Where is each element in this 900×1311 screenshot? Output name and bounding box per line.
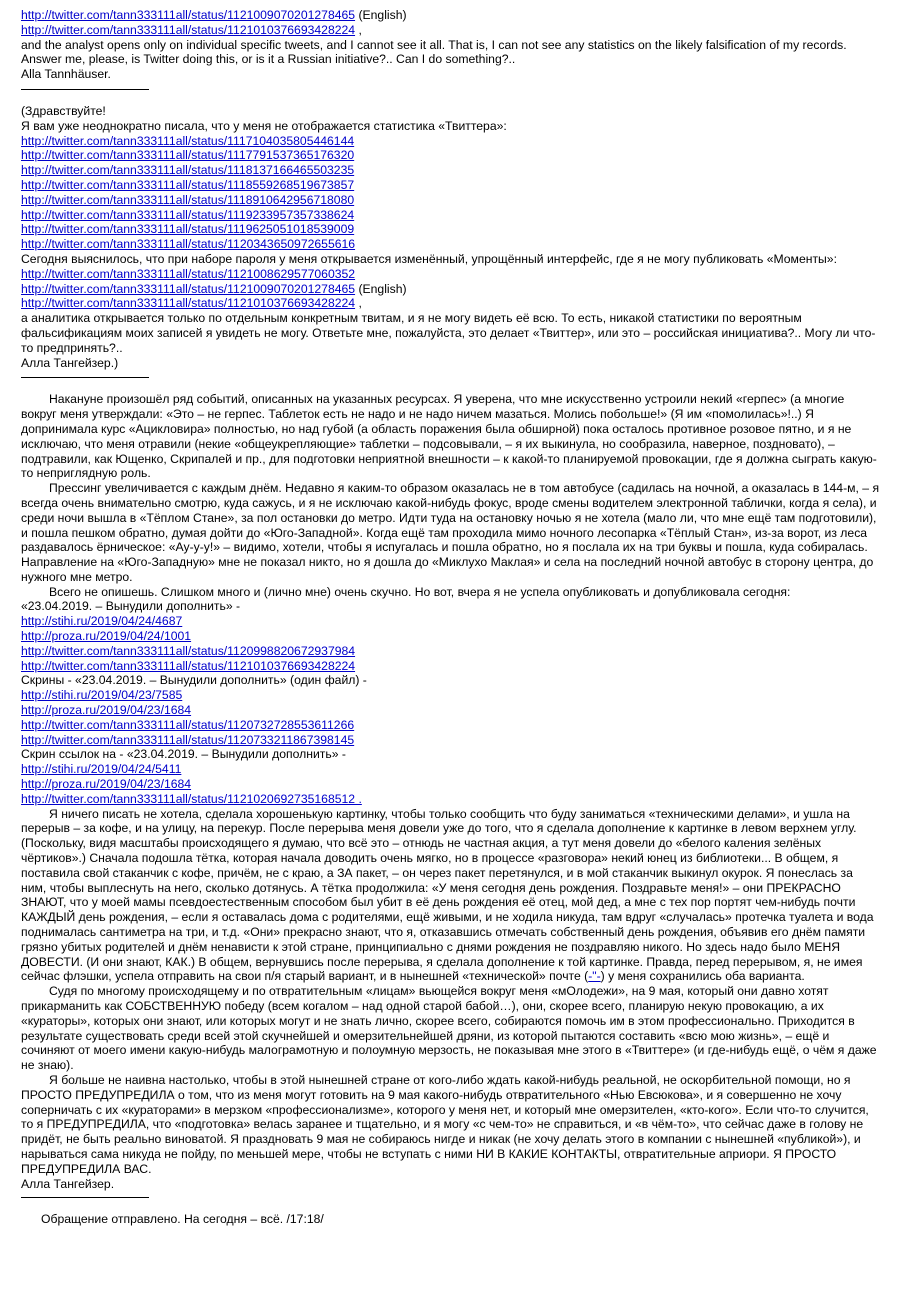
footnote-separator [21, 1197, 149, 1198]
paragraph-text: ) у меня сохранились оба варианта. [600, 969, 805, 984]
twitter-link[interactable]: http://twitter.com/tann333111all/status/1119625051018539009 [21, 222, 355, 237]
twitter-link[interactable]: http://twitter.com/tann333111all/status/1121010376693428224 [21, 22, 356, 37]
proza-link[interactable]: http://proza.ru/2019/04/23/1684 [21, 703, 192, 718]
main-letter [21, 392, 881, 1191]
main-signature: Алла Тангейзер. [21, 1176, 115, 1191]
publication-title: Скрины - «23.04.2019. – Вынудили дополнить» (один файл) - [21, 673, 367, 688]
twitter-link[interactable]: http://twitter.com/tann333111all/status/1117791537365176320 [21, 148, 355, 163]
paragraph: Прессинг увеличивается с каждым днём. Недавно я каким-то образом оказалась не в том автобусе (садилась на ночной, а оказалась в 144-м, – я всегда очень внимательно смотрю, куда сажусь, и я не исключаю какой-нибудь фокус, вроде смены водителем электронной таблички, когда я села), и среди ночи вышла в «Тёплом Стане», за пол остановки до метро. Идти туда на остановку ночью я не хотела (мало ли, что мне ещё там подготовили), и пошла пешком обратно, думая дойти до «Юго-Западной». Когда ещё там проходила мимо ночного лесопарка «Тёплый Стан», из-за ворот, из леса раздавалось ёрническое: «Ау-у-у!» – видимо, хотели, чтобы я испугалась и пошла обратно, но я послала их на три буквы и пошла, куда собиралась. Направление на «Юго-Западную» мне не показал никто, но я дошла до «Миклухо Маклая» и села на последний ночной автобус в сторону центра, до нужного мне метро. [21, 481, 880, 584]
paragraph: Я больше не наивна настолько, чтобы в этой нынешней стране от кого-либо ждать какой-нибудь реальной, не оскорбительной помощи, но я ПРОСТО ПРЕДУПРЕДИЛА о том, что из меня могут готовить на 9 мая какого-нибудь отвратительного «Нью Евсюкова», и я совершенно не хочу соперничать с их «кураторами» в мерзком «профессионализме», которого у меня нет, и который мне омерзителен, «кто-кого». Если что-то случится, то я ПРЕДУПРЕДИЛА, что «подготовка» велась заранее и тщательно, и я могу «с чем-то» не справиться, и «в чём-то», что сейчас даже в голову не придёт, не быть реально виноватой. Я праздновать 9 мая не собираюсь нигде и никак (не хочу делать этого в компании с нынешней «публикой»), и нарываться сама никуда не пойду, по меньшей мере, чтобы не вступать с ними НИ В КАКИЕ КОНТАКТЫ, отвратительные априори. Я ПРОСТО ПРЕДУПРЕДИЛА ВАС. [21, 1072, 869, 1176]
link-note: , [355, 296, 362, 311]
link-note: (English) [355, 281, 407, 296]
paragraph: Накануне произошёл ряд событий, описанных на указанных ресурсах. Я уверена, что мне искусственно устроили некий «герпес» (а многие вокруг меня утверждали: «Это – не герпес. Таблеток есть не надо и не надо ничем мазаться. Молись побольше!» (Я им «помолилась»!..) Я допринимала курс «Ацикловира» полностью, но над губой (а область поражения была обширной) пока осталось противное розовое пятно, и я не исключаю, что меня отравили (некие «общеукрепляющие» таблетки – подсовывали, – я их выкинула, но сообразила, наверное, поздновато), – подтравили, как Ющенко, Скрипалей и пр., для подготовки неприятной внешности – к какой-то планируемой провокации, где я должна сыграть какую-то неприглядную роль. [21, 392, 877, 481]
twitter-link[interactable]: http://twitter.com/tann333111all/status/1117104035805446144 [21, 133, 355, 148]
twitter-link[interactable]: http://twitter.com/tann333111all/status/1120732728553611266 [21, 717, 355, 732]
twitter-link[interactable]: http://twitter.com/tann333111all/status/1121010376693428224 [21, 658, 356, 673]
link-note: (English) [355, 8, 407, 22]
twitter-link[interactable]: http://twitter.com/tann333111all/status/1121010376693428224 [21, 296, 356, 311]
separator-line [21, 89, 149, 90]
proza-link[interactable]: http://proza.ru/2019/04/23/1684 [21, 777, 192, 792]
separator-line [21, 377, 149, 378]
stihi-link[interactable]: http://stihi.ru/2019/04/23/7585 [21, 688, 183, 703]
russian-found-paragraph: Сегодня выяснилось, что при наборе пароля у меня открывается изменённый, упрощённый интерфейс, где я не могу публиковать «Моменты»: [21, 251, 837, 266]
publication-title: «23.04.2019. – Вынудили дополнить» - [21, 599, 241, 614]
stihi-link[interactable]: http://stihi.ru/2019/04/24/4687 [21, 614, 183, 629]
twitter-link[interactable]: http://twitter.com/tann333111all/status/1120343650972655616 [21, 237, 356, 252]
paragraph: Судя по многому происходящему и по отвратительным «лицам» вьющейся вокруг меня «мОлодежи», на 9 мая, который они давно хотят прикарманить как СОБСТВЕННУЮ победу (всем когалом – над одной старой бабой…), они, скорее всего, планирую некую провокацию, а их «кураторы», которых они знают, или которых могут и не знать лично, скорее всего, собираются помочь им в этом профессионально. Приходится в результате существовать среди всей этой скучнейшей и омерзительнейшей дряни, из которой пытаются составить «всю мою жизнь», – ещё и сочиняют от моего имени какую-нибудь малограмотную и полоумную мерзость, не показывая мне этого в «Твиттере» (и где-нибудь ещё, о чём я даже не знаю). [21, 984, 877, 1073]
english-section [21, 8, 881, 82]
russian-section [21, 104, 881, 370]
english-signature: Alla Tannhäuser. [21, 67, 111, 82]
twitter-link[interactable]: http://twitter.com/tann333111all/status/1121009070201278465 [21, 281, 356, 296]
footnote: Обращение отправлено. На сегодня – всё. /17:18/ [41, 1212, 324, 1227]
russian-intro: Я вам уже неоднократно писала, что у меня не отображается статистика «Твиттера»: [21, 118, 507, 133]
english-link-line-2 [21, 23, 881, 38]
twitter-link[interactable]: http://twitter.com/tann333111all/status/1121020692735168512 . [21, 791, 362, 806]
twitter-link[interactable]: http://twitter.com/tann333111all/status/1118559268519673857 [21, 177, 355, 192]
twitter-link[interactable]: http://twitter.com/tann333111all/status/1120998820672937984 [21, 643, 356, 658]
russian-paragraph: а аналитика открывается только по отдельным конкретным твитам, и я не могу видеть её всю. То есть, никакой статистики по вероятным фальсификациям моих записей я увидеть не могу. Ответьте мне, пожалуйста, это делает «Твиттер», или это – российская инициатива?.. Могу ли что-то предпринять?.. [21, 311, 876, 355]
russian-greeting: (Здравствуйте! [21, 103, 106, 118]
twitter-link[interactable]: http://twitter.com/tann333111all/status/1121009070201278465 [21, 8, 356, 22]
paragraph [21, 807, 881, 985]
twitter-link[interactable]: http://twitter.com/tann333111all/status/1118137166465503235 [21, 163, 355, 178]
link-note: , [355, 22, 362, 37]
mail-link[interactable]: -"- [588, 969, 601, 984]
twitter-link[interactable]: http://twitter.com/tann333111all/status/1121008629577060352 [21, 266, 356, 281]
english-link-line-1 [21, 8, 881, 23]
twitter-link[interactable]: http://twitter.com/tann333111all/status/1118910642956718080 [21, 192, 355, 207]
proza-link[interactable]: http://proza.ru/2019/04/24/1001 [21, 629, 192, 644]
document-page [21, 8, 881, 1227]
paragraph-text: Я ничего писать не хотела, сделала хорошенькую картинку, чтобы только сообщить что буду заниматься «техническими делами», и ушла на перерыв – за кофе, и на улицу, на перекур. После перерыва меня довели уже до того, что я сделала дополнение к картинке в левом верхнем углу. (Поскольку, видя масштабы происходящего я думаю, что всё это – отнюдь не частная акция, а тут меня довели до «белого каления зелёных чёртиков».) Сначала подошла тётка, которая начала доводить очень мягко, но в процессе «разговора» некий юнец из библиотеки... В общем, я поставила свой стаканчик с кофе, причём, не с краю, а ЗА пакет, – он через пакет перетянулся, и в мой стаканчик выкинул окурок. Я понеслась за ним, чтобы выплеснуть на него, сколько дотянусь. А тётка продолжила: «У меня сегодня день рождения. Поздравьте меня!» – они ПРЕКРАСНО ЗНАЮТ, что у моей мамы псевдоестественным способом был убит в её день рождения её отец, мой дед, а мне с тех пор портят чем-нибудь почти КАЖДЫЙ день рождения, – если я оставалась дома с родителями, ещё живыми, и не ходила никуда, там вдруг «случалась» протечка туалета и вода поднималась сантиметра на три, и т.д. «Они» прекрасно знают, что я, отказавшись отмечать собственный день рождения, объявив его днём памяти грязно убитых родителей и днём ненависти к этой стране, принципиально с днями рождения не поздравляю никого. Но здесь надо было МЕНЯ ДОВЕСТИ. (И они знают, КАК.) В общем, вернувшись после перерыва, я сделала дополнение к той картинке. Правда, перед перерывом, я, не имея сейчас флэшки, успела отправить на свои п/я старый вариант, и в нынешней «технической» почте ( [21, 806, 874, 984]
publication-title: Скрин ссылок на - «23.04.2019. – Вынудили дополнить» - [21, 747, 346, 762]
russian-signature: Алла Тангейзер.) [21, 355, 119, 370]
twitter-link[interactable]: http://twitter.com/tann333111all/status/1119233957357338624 [21, 207, 355, 222]
stihi-link[interactable]: http://stihi.ru/2019/04/24/5411 [21, 762, 182, 777]
paragraph: Всего не опишешь. Слишком много и (лично мне) очень скучно. Но вот, вчера я не успела опубликовать и допубликовала сегодня: [49, 584, 791, 599]
twitter-link[interactable]: http://twitter.com/tann333111all/status/1120733211867398145 [21, 732, 355, 747]
english-paragraph: and the analyst opens only on individual specific tweets, and I cannot see it all. That is, I can not see any statistics on the likely falsification of my records. Answer me, please, is Twitter doing this, or is it a Russian initiative?.. Can I do something?.. [21, 37, 847, 67]
